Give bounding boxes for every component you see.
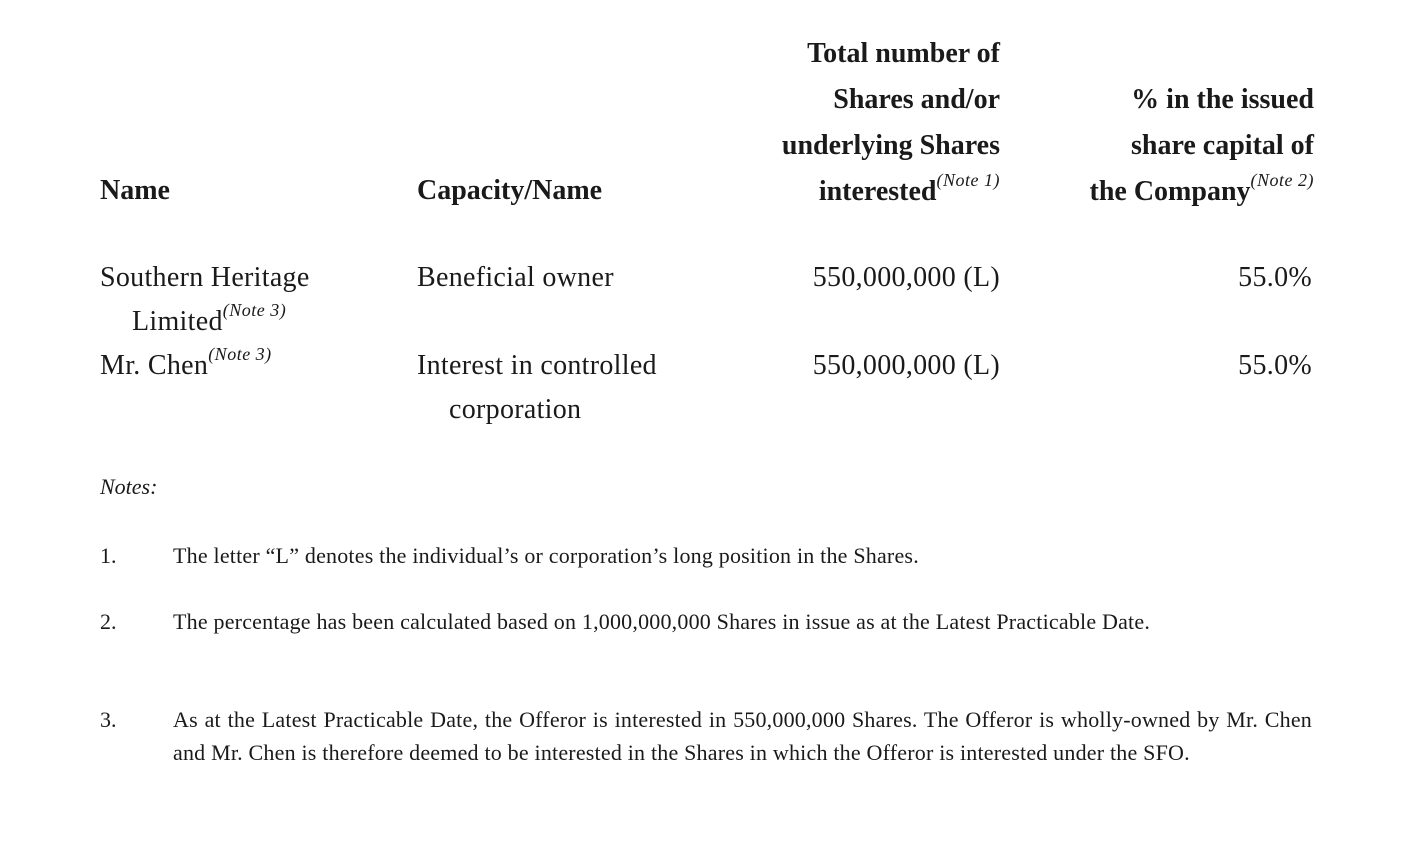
table-row-percent: 55.0% bbox=[1238, 350, 1312, 381]
header-percent bbox=[1000, 77, 1314, 215]
note-reference: (Note 2) bbox=[1250, 170, 1314, 190]
table-row-capacity bbox=[417, 344, 657, 432]
header-line: Total number of bbox=[807, 38, 1000, 69]
note-text: The letter “L” denotes the individual’s or corporation’s long position in the Shares. bbox=[173, 543, 919, 568]
table-row-capacity bbox=[417, 256, 614, 300]
table-row-shares: 550,000,000 (L) bbox=[812, 350, 1000, 381]
header-line bbox=[660, 169, 1000, 215]
capacity-line: corporation bbox=[449, 394, 582, 425]
note-number: 3. bbox=[100, 707, 117, 732]
note-number: 2. bbox=[100, 609, 117, 634]
header-line bbox=[1000, 169, 1314, 215]
note-reference: (Note 3) bbox=[222, 300, 287, 320]
header-line: share capital of bbox=[1130, 130, 1314, 161]
note-reference: (Note 3) bbox=[208, 344, 272, 364]
name-line bbox=[100, 344, 272, 388]
name-line-text: Limited bbox=[132, 306, 223, 337]
header-total-shares bbox=[660, 31, 1000, 215]
header-line: % in the issued bbox=[1131, 84, 1314, 115]
header-line: underlying Shares bbox=[781, 130, 1000, 161]
table-row-shares: 550,000,000 (L) bbox=[812, 262, 1000, 293]
note-text: As at the Latest Practicable Date, the Offeror is interested in 550,000,000 Shares. The Offeror is wholly-owned by Mr. Chen and Mr. Chen is therefore deemed to be interested in the Shares in which the Offeror is interested under the SFO. bbox=[173, 707, 1312, 765]
name-line: Southern Heritage bbox=[100, 262, 310, 293]
table-row-name bbox=[100, 256, 310, 344]
name-line bbox=[100, 300, 310, 344]
table-row-name bbox=[100, 344, 272, 388]
notes-title: Notes: bbox=[100, 474, 158, 499]
table-row-percent: 55.0% bbox=[1238, 262, 1312, 293]
header-name: Name bbox=[100, 175, 170, 206]
header-line-text: the Company bbox=[1089, 176, 1251, 207]
note-number: 1. bbox=[100, 543, 117, 568]
capacity-line: Beneficial owner bbox=[417, 262, 614, 293]
name-line-text: Mr. Chen bbox=[100, 350, 209, 381]
header-line: Shares and/or bbox=[833, 84, 1000, 115]
header-capacity: Capacity/Name bbox=[417, 175, 603, 206]
header-line-text: interested bbox=[818, 176, 937, 207]
note-reference: (Note 1) bbox=[936, 170, 1000, 190]
note-text: The percentage has been calculated based on 1,000,000,000 Shares in issue as at the Latest Practicable Date. bbox=[173, 609, 1151, 634]
capacity-line: Interest in controlled bbox=[417, 350, 657, 381]
